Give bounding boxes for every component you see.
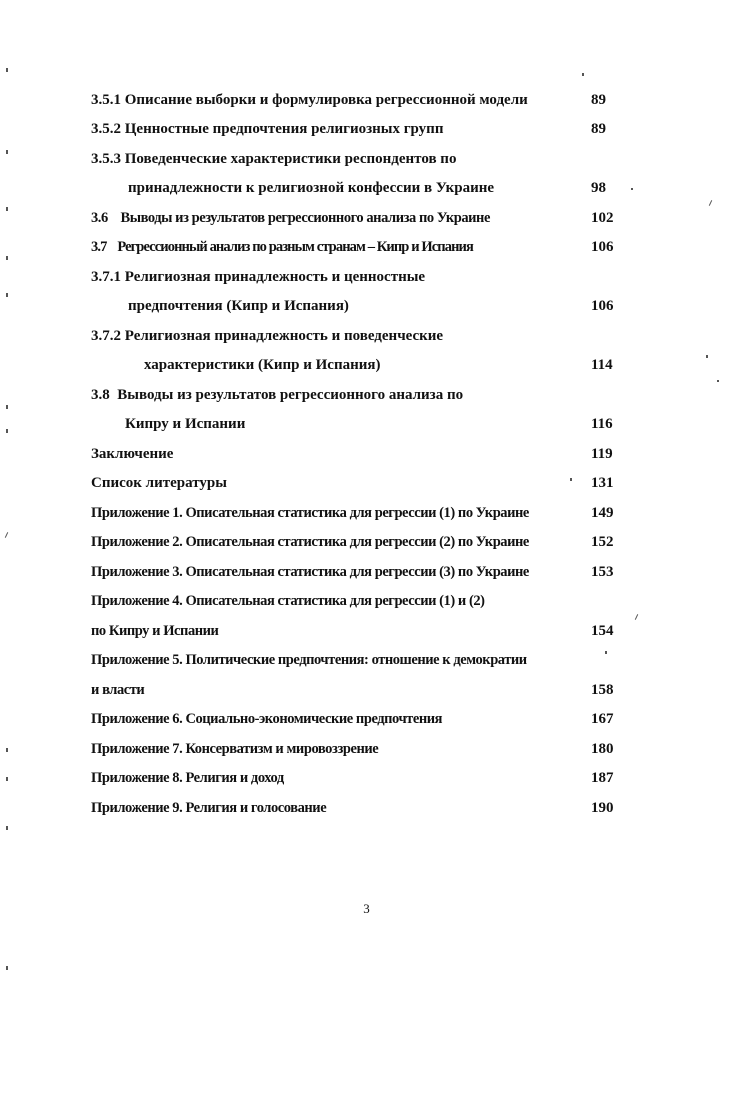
toc-page-number: 154: [591, 623, 614, 639]
scan-speck: [6, 150, 8, 154]
toc-page-number: 152: [591, 534, 614, 550]
scan-speck: [6, 256, 8, 260]
toc-entry-appendix-4-continued[interactable]: по Кипру и Испании: [91, 623, 219, 639]
toc-page-number: 153: [591, 564, 614, 580]
toc-page-number: 158: [591, 682, 614, 698]
scan-speck: [6, 429, 8, 433]
toc-entry-appendix-1[interactable]: Приложение 1. Описательная статистика для регрессии (1) по Украине: [91, 505, 529, 521]
page-number: 3: [363, 901, 370, 916]
scan-speck: [6, 748, 8, 752]
toc-entry-appendix-4[interactable]: Приложение 4. Описательная статистика для регрессии (1) и (2): [91, 593, 485, 609]
toc-entry-3-5-2[interactable]: 3.5.2 Ценностные предпочтения религиозных групп: [91, 121, 444, 137]
toc-page-number: 98: [591, 180, 606, 196]
toc-entry-3-7[interactable]: 3.7 Регрессионный анализ по разным странам – Кипр и Испания: [91, 239, 473, 255]
scan-speck: [6, 68, 8, 72]
scan-speck: [631, 188, 633, 190]
toc-entry-appendix-8[interactable]: Приложение 8. Религия и доход: [91, 770, 284, 786]
scan-speck: [6, 777, 8, 781]
toc-entry-3-5-3-continued[interactable]: принадлежности к религиозной конфессии в Украине: [128, 180, 495, 196]
scan-speck: [717, 380, 719, 382]
toc-entry-appendix-2[interactable]: Приложение 2. Описательная статистика для регрессии (2) по Украине: [91, 534, 529, 550]
toc-entry-appendix-5[interactable]: Приложение 5. Политические предпочтения: отношение к демократии: [91, 652, 527, 668]
scan-speck: [6, 826, 8, 830]
toc-page-number: 116: [591, 416, 613, 432]
toc-entry-3-7-2-continued[interactable]: характеристики (Кипр и Испания): [144, 357, 381, 373]
scan-speck: [605, 651, 607, 654]
toc-page-number: 187: [591, 770, 614, 786]
scan-speck: [6, 966, 8, 970]
scan-speck: [570, 478, 572, 481]
toc-entry-appendix-7[interactable]: Приложение 7. Консерватизм и мировоззрение: [91, 741, 379, 757]
toc-page-number: 89: [591, 121, 606, 137]
toc-page-number: 167: [591, 711, 614, 727]
toc-entry-3-7-2[interactable]: 3.7.2 Религиозная принадлежность и поведенческие: [91, 328, 444, 344]
toc-page-number: 149: [591, 505, 614, 521]
toc-entry-3-7-1[interactable]: 3.7.1 Религиозная принадлежность и ценностные: [91, 269, 426, 285]
toc-page-number: 131: [591, 475, 614, 491]
scan-speck: [706, 355, 708, 358]
toc-page-number: 89: [591, 92, 606, 108]
toc-entry-appendix-9[interactable]: Приложение 9. Религия и голосование: [91, 800, 327, 816]
toc-entry-appendix-3[interactable]: Приложение 3. Описательная статистика для регрессии (3) по Украине: [91, 564, 529, 580]
toc-entry-3-7-1-continued[interactable]: предпочтения (Кипр и Испания): [128, 298, 349, 314]
toc-entry-3-5-3[interactable]: 3.5.3 Поведенческие характеристики респондентов по: [91, 151, 457, 167]
toc-page-number: 102: [591, 210, 614, 226]
scan-speck: [6, 293, 8, 297]
toc-entry-references[interactable]: Список литературы: [91, 475, 227, 491]
toc-page-number: 106: [591, 239, 614, 255]
toc-entry-3-5-1[interactable]: 3.5.1 Описание выборки и формулировка регрессионной модели: [91, 92, 528, 108]
toc-entry-appendix-5-continued[interactable]: и власти: [91, 682, 145, 698]
toc-entry-appendix-6[interactable]: Приложение 6. Социально-экономические предпочтения: [91, 711, 443, 727]
toc-entry-3-8-continued[interactable]: Кипру и Испании: [125, 416, 246, 432]
toc-entry-3-6[interactable]: 3.6 Выводы из результатов регрессионного анализа по Украине: [91, 210, 490, 226]
toc-page-number: 114: [591, 357, 613, 373]
toc-page-number: 119: [591, 446, 613, 462]
toc-entry-conclusion[interactable]: Заключение: [91, 446, 174, 462]
toc-page-number: 106: [591, 298, 614, 314]
scan-speck: [6, 207, 8, 211]
scan-speck: [6, 405, 8, 409]
scan-speck: [582, 73, 584, 76]
toc-page-number: 180: [591, 741, 614, 757]
toc-page-number: 190: [591, 800, 614, 816]
toc-entry-3-8[interactable]: 3.8 Выводы из результатов регрессионного анализа по: [91, 387, 464, 403]
